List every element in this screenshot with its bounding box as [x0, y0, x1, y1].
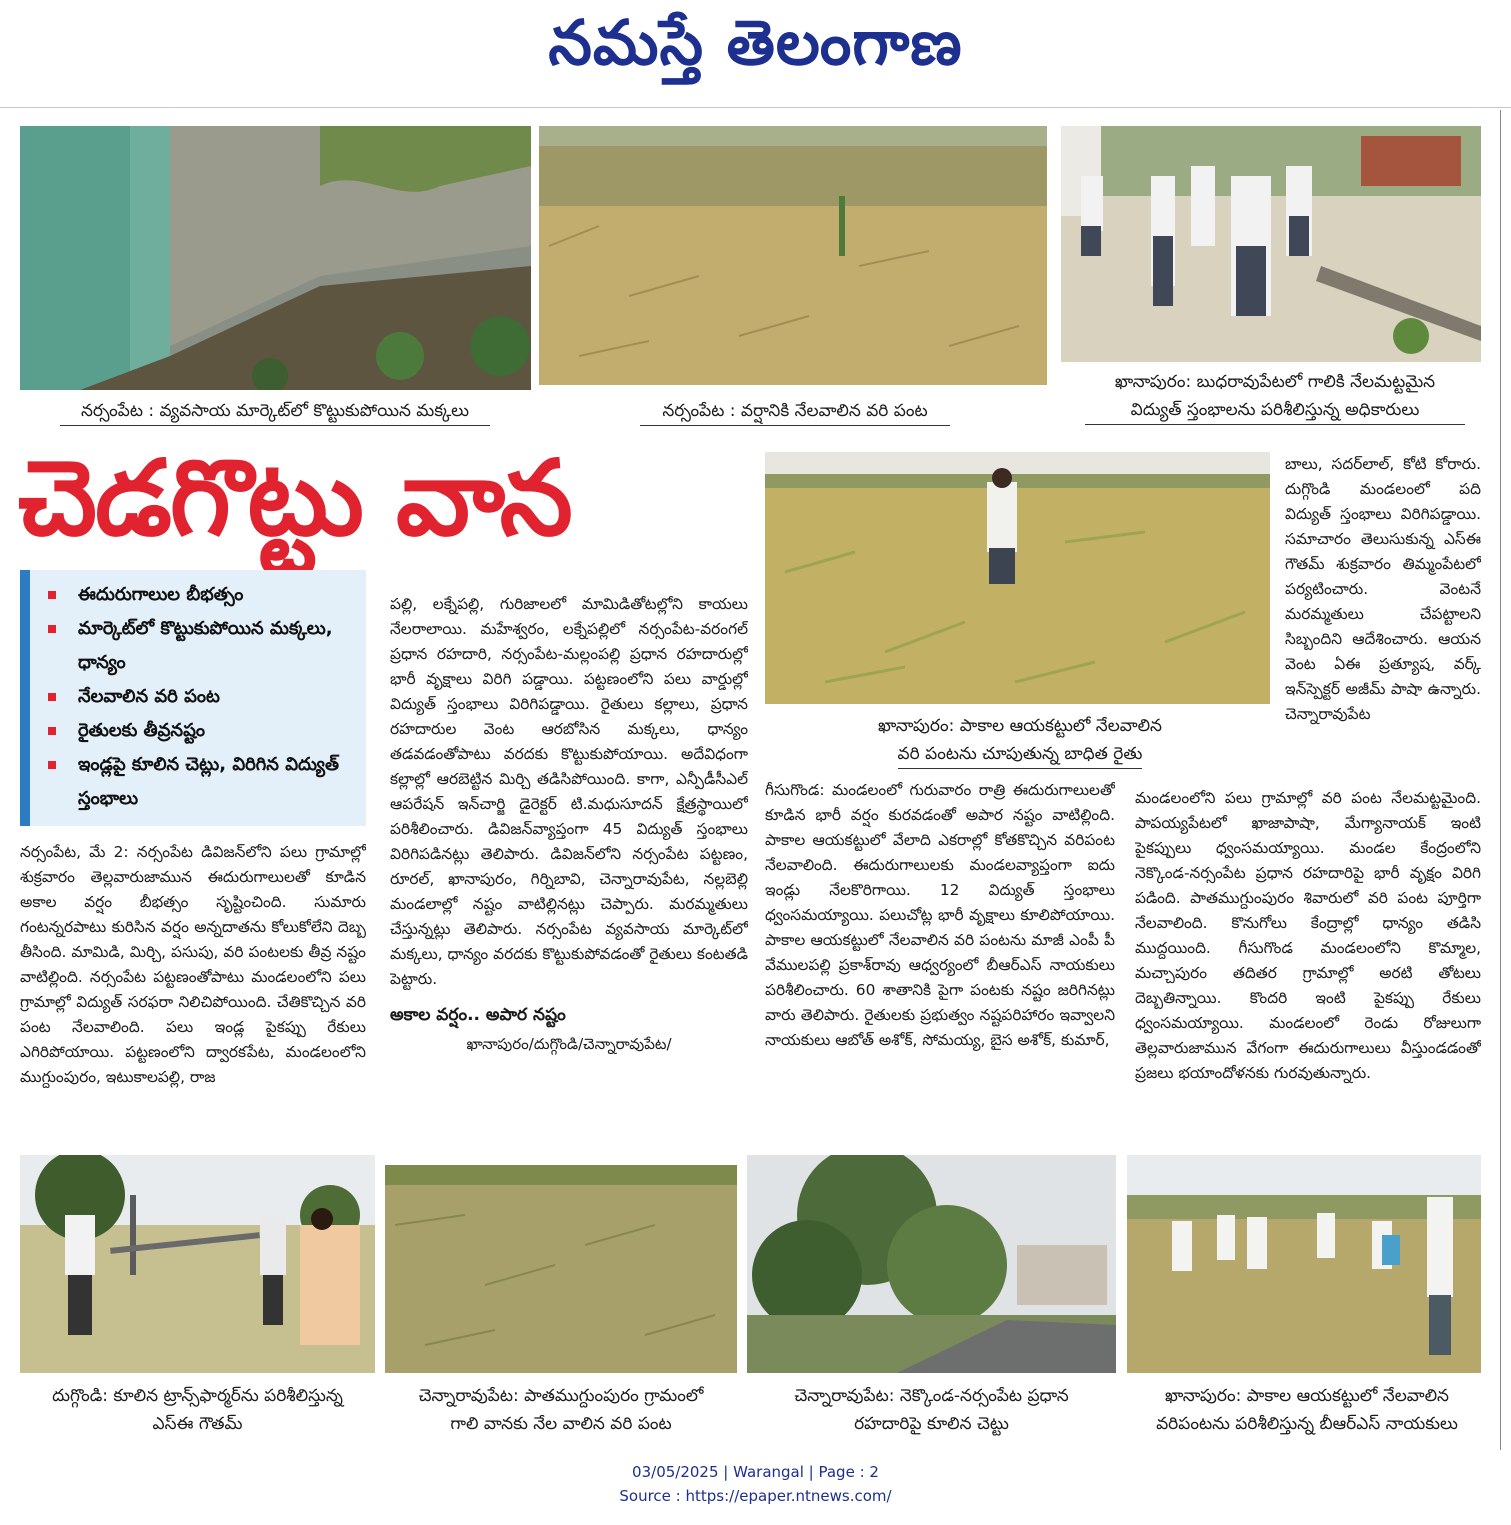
masthead — [0, 0, 1511, 108]
paddy-photo-caption — [640, 397, 950, 426]
highlight-item: మార్కెట్‌లో కొట్టుకుపోయిన మక్కలు, ధాన్యం — [78, 612, 356, 680]
caption-line-2: ఎస్‌ఈ గౌతమ్ — [152, 1414, 243, 1434]
caption-line-1: ఖానాపురం: పాకాల ఆయకట్టులో నేలవాలిన — [878, 716, 1162, 736]
highlight-item: ఈదురుగాలుల బీభత్సం — [78, 578, 356, 612]
highlights-box — [20, 570, 366, 826]
source-link[interactable]: Source : https://epaper.ntnews.com/ — [619, 1487, 892, 1505]
farmer-photo — [765, 452, 1270, 704]
brs-leaders-photo — [1127, 1155, 1481, 1373]
article-paragraph: బాలు, సదర్‌లాల్, కోటి కోరారు. దుగ్గొండి మండలంలో పది విద్యుత్ స్తంభాలు విరిగిపడ్డాయి. సమాచారం తెలుసుకున్న ఎస్‌ఈ గౌతమ్ శుక్రవారం తిమ్మంపేటలో పర్యటించారు. వెంటనే మరమ్మతులు చేపట్టాలని సిబ్బందిని ఆదేశించారు. ఆయన వెంట ఏఈ ప్రత్యూష, వర్క్ ఇన్‌స్పెక్టర్ అజీమ్ పాషా ఉన్నారు. చెన్నారావుపేట — [1285, 455, 1481, 723]
fallen-tree-photo — [747, 1155, 1116, 1373]
caption-line-1: దుగ్గొండి: కూలిన ట్రాన్స్‌ఫార్మర్‌ను పరిశీలిస్తున్న — [52, 1386, 343, 1406]
caption-line-1: ఖానాపురం: పాకాల ఆయకట్టులో నేలవాలిన — [1165, 1386, 1449, 1406]
article-subhead: అకాల వర్షం.. అపార నష్టం — [390, 1005, 566, 1025]
highlight-item: ఇండ్లపై కూలిన చెట్లు, విరిగిన విద్యుత్ స్తంభాలు — [78, 748, 356, 816]
caption-text: నర్సంపేట : వ్యవసాయ మార్కెట్‌లో కొట్టుకుపోయిన మక్కలు — [80, 401, 470, 421]
fallen-tree-caption — [747, 1382, 1116, 1438]
article-paragraph: పల్లి, లక్నేపల్లి, గురిజాలలో మామిడితోటల్లోని కాయలు నేలరాలాయి. మహేశ్వరం, లక్నేపల్లిలో నర్సంపేట-వరంగల్ ప్రధాన రహదారి, నర్సంపేట-మల్లంపల్లి ప్రధాన రహదారుల్లో భారీ వృక్షాలు విరిగి పడ్డాయి. పట్టణంలోని పలు వార్డుల్లో విద్యుత్ స్తంభాలు విరిగిపడ్డాయి. రైతులు కల్లాలు, ప్రధాన రహదారుల వెంట ఆరబోసిన మక్కలు, ధాన్యం తడవడంతోపాటు వరదకు కొట్టుకుపోయాయి. అదేవిధంగా కల్లాల్లో ఆరబెట్టిన మిర్చి తడిసిపోయింది. కాగా, ఎన్పీడీసీఎల్ ఆపరేషన్ ఇన్‌చార్జి డైరెక్టర్ టి.మధుసూదన్ క్షేత్రస్థాయిలో పరిశీలించారు. డివిజన్‌వ్యాప్తంగా 45 విద్యుత్ స్తంభాలు విరిగిపడినట్లు తెలిపారు. డివిజన్‌లోని నర్సంపేట పట్టణం, రూరల్, ఖానాపురం, గిర్నిబావి, చెన్నారావుపేట, నల్లబెల్లి మండలాల్లో నష్టం వాటిల్లినట్లు చెప్పారు. మరమ్మతులు చేస్తున్నట్లు తెలిపారు. నర్సంపేట వ్యవసాయ మార్కెట్‌లో మక్కలు, ధాన్యం వరదకు కొట్టుకుపోవడంతో రైతులు కంటతడి పెట్టారు. — [390, 595, 748, 988]
farmer-photo-caption — [830, 712, 1210, 769]
officials-photo-caption — [1085, 368, 1465, 425]
market-crop-photo — [20, 126, 531, 390]
article-paragraph: మండలంలోని పలు గ్రామాల్లో వరి పంట నేలమట్టమైంది. పాపయ్యపేటలో ఖాజాపాషా, మేగ్యానాయక్ ఇంటి పైకప్పులు ధ్వంసమయ్యాయి. మండల కేంద్రంలోని నెక్కొండ-నర్సంపేట ప్రధాన రహదారిపై భారీ వృక్షం విరిగి పడింది. పాతముగ్దుంపురం శివారులో వరి పంట పూర్తిగా నేలవాలింది. కొనుగోలు కేంద్రాల్లో ధాన్యం తడిసి ముద్దయింది. గీసుగొండ మండలంలోని కొమ్మాల, మచ్చాపురం తదితర గ్రామాల్లో అరటి తోటలు దెబ్బతిన్నాయి. కొందరి ఇంటి పైకప్పు రేకులు ధ్వంసమయ్యాయి. మండలంలో రెండు రోజులుగా తెల్లవారుజామున వేగంగా ఈదురుగాలులు వీస్తుండడంతో ప్రజలు భయాందోళనకు గురవుతున్నారు. — [1135, 789, 1481, 1082]
brs-leaders-caption — [1127, 1382, 1487, 1438]
market-photo-caption — [60, 397, 490, 426]
article-paragraph: గీసుగొండ: మండలంలో గురువారం రాత్రి ఈదురుగాలులతో కూడిన భారీ వర్షం కురవడంతో అపార నష్టం వాటిల్లింది. పాకాల ఆయకట్టులో వేలాది ఎకరాల్లో కోతకొచ్చిన వరిపంట నేలవాలింది. ఈదురుగాలులకు మండలవ్యాప్తంగా ఐదు ఇండ్లు నేలకొరిగాయి. 12 విద్యుత్ స్తంభాలు ధ్వంసమయ్యాయి. పలుచోట్ల భారీ వృక్షాలు కూలిపోయాయి. పాకాల ఆయకట్టులో నేలవాలిన వరి పంటను మాజీ ఎంపీ పీ వేములపల్లి ప్రకాశ్‌రావు ఆధ్వర్యంలో బీఆర్‌ఎస్ నాయకులు పరిశీలించారు. 60 శాతానికి పైగా పంటకు నష్టం జరిగినట్లు వారు తెలిపారు. రైతులకు ప్రభుత్వం నష్టపరిహారం ఇవ్వాలని నాయకులు ఆబోత్ అశోక్, సోమయ్య, బైస అశోక్, కుమార్, — [765, 781, 1115, 1049]
headline: చెడగొట్టు వాన — [18, 437, 571, 559]
article-column-3 — [765, 778, 1115, 1140]
caption-line-2: రహదారిపై కూలిన చెట్టు — [854, 1414, 1009, 1434]
article-column-1 — [20, 840, 366, 1142]
article-column-4-top — [1285, 452, 1481, 782]
transformer-photo-caption — [20, 1382, 375, 1438]
caption-line-1: చెన్నారావుపేట: పాతముగ్దుంపురం గ్రామంలో — [418, 1386, 704, 1406]
caption-text: నర్సంపేట : వర్షానికి నేలవాలిన వరి పంట — [662, 401, 928, 421]
caption-line-1: చెన్నారావుపేట: నెక్కొండ-నర్సంపేట ప్రధాన — [794, 1386, 1069, 1406]
caption-line-1: ఖానాపురం: బుధరావుపేటలో గాలికి నేలమట్టమైన — [1114, 372, 1436, 392]
edition-info: 03/05/2025 | Warangal | Page : 2 — [632, 1463, 879, 1481]
officials-inspecting-photo — [1061, 126, 1481, 362]
article-dateline: ఖానాపురం/దుగ్గొండి/చెన్నారావుపేట/ — [466, 1035, 672, 1053]
flattened-crop-photo — [385, 1165, 737, 1373]
page-edge-rule — [1500, 110, 1501, 1450]
caption-line-2: గాలి వానకు నేల వాలిన వరి పంట — [450, 1414, 672, 1434]
highlight-item: రైతులకు తీవ్రనష్టం — [78, 714, 356, 748]
highlight-item: నేలవాలిన వరి పంట — [78, 680, 356, 714]
newspaper-logo: నమస్తే తెలంగాణ — [548, 6, 963, 79]
article-column-4-bottom — [1135, 786, 1481, 1140]
article-paragraph: నర్సంపేట, మే 2: నర్సంపేట డివిజన్‌లోని పలు గ్రామాల్లో శుక్రవారం తెల్లవారుజామున ఈదురుగాలులతో కూడిన అకాల వర్షం బీభత్సం సృష్టించింది. సుమారు గంటన్నరపాటు కురిసిన వర్షం అన్నదాతను కోలుకోలేని దెబ్బ తీసింది. మామిడి, మిర్చి, పసుపు, వరి పంటలకు తీవ్ర నష్టం వాటిల్లింది. నర్సంపేట పట్టణంతోపాటు మండలంలోని పలు గ్రామాల్లో విద్యుత్ సరఫరా నిలిచిపోయింది. చేతికొచ్చిన వరి పంట నేలవాలింది. పలు ఇండ్ల పైకప్పు రేకులు ఎగిరిపోయాయి. పట్టణంలోని ద్వారకపేట, మండలంలోని ముగ్దుంపురం, ఇటుకాలపల్లి, రాజ — [20, 843, 366, 1086]
paddy-field-photo — [539, 126, 1047, 385]
article-column-2 — [390, 592, 748, 1150]
caption-line-2: వరిపంటను పరిశీలిస్తున్న బీఆర్‌ఎస్ నాయకులు — [1156, 1414, 1458, 1434]
flattened-crop-caption — [385, 1382, 737, 1438]
caption-line-2: వరి పంటను చూపుతున్న బాధిత రైతు — [898, 740, 1143, 769]
caption-line-2: విద్యుత్ స్తంభాలను పరిశీలిస్తున్న అధికారులు — [1085, 396, 1465, 425]
transformer-photo — [20, 1155, 375, 1373]
page-footer — [0, 1460, 1511, 1508]
